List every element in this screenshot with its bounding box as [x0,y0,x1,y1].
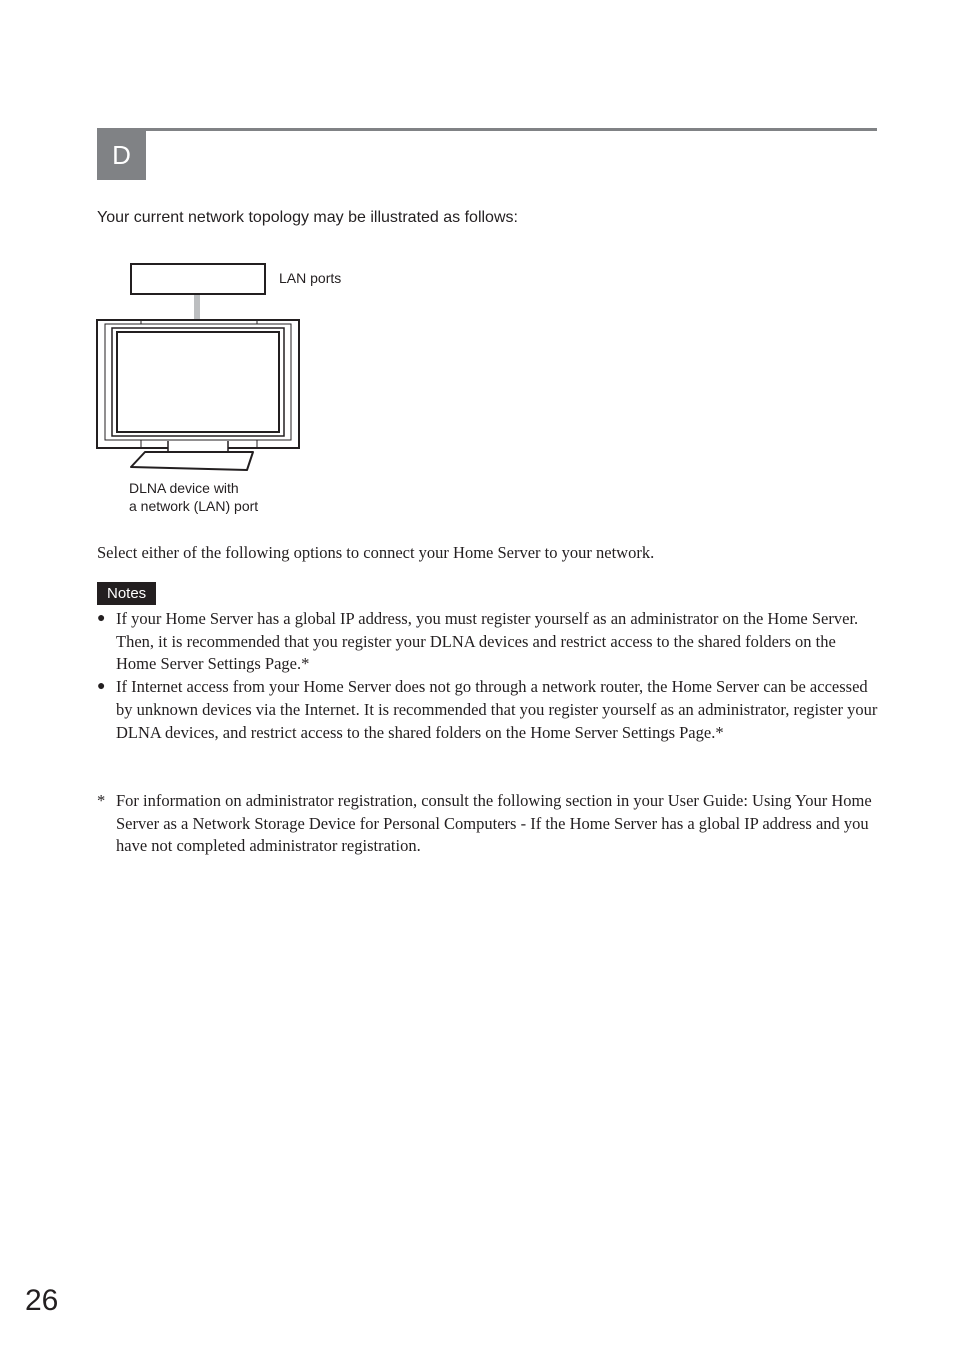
dlna-device-label-line2: a network (LAN) port [129,498,259,514]
dlna-device-label [129,479,258,515]
footnote-mark: * [97,791,106,810]
section-top-rule [97,128,877,131]
page-number: 26 [25,1284,59,1317]
select-options-text: Select either of the following options to connect your Home Server to your network. [97,543,655,562]
section-letter-badge: D [97,131,146,180]
footnote [97,790,879,858]
bullet-icon: ● [97,679,106,695]
lan-ports-label: LAN ports [279,270,342,286]
notes-list [97,608,879,744]
footnote-text: For information on administrator registration, consult the following section in your User Guide: Using Your Home Server as a Network Storage Device for Personal Computers - If the Home Server has a global IP address and you have not completed administrator registration. [116,791,872,856]
note-text: If your Home Server has a global IP address, you must register yourself as an administrator on the Home Server. Then, it is recommended that you register your DLNA devices and restrict access to the shared folders on the Home Server Settings Page.* [116,609,859,674]
lan-cable [194,295,200,319]
bullet-icon: ● [97,611,106,626]
dlna-device-label-line1: DLNA device with [129,480,239,496]
notes-heading: Notes [97,582,156,605]
tv-icon [97,320,299,470]
note-item [97,608,879,676]
note-text: If Internet access from your Home Server does not go through a network router, the Home Server can be accessed by unknown devices via the Internet. It is recommended that you register yourself as an administrator, register your DLNA devices, and restrict access to the shared folders on the Home Server Settings Page.* [116,677,878,742]
intro-text: Your current network topology may be illustrated as follows: [97,209,518,226]
network-topology-diagram [95,262,305,474]
lan-ports-box [131,264,265,294]
note-item [97,676,879,744]
